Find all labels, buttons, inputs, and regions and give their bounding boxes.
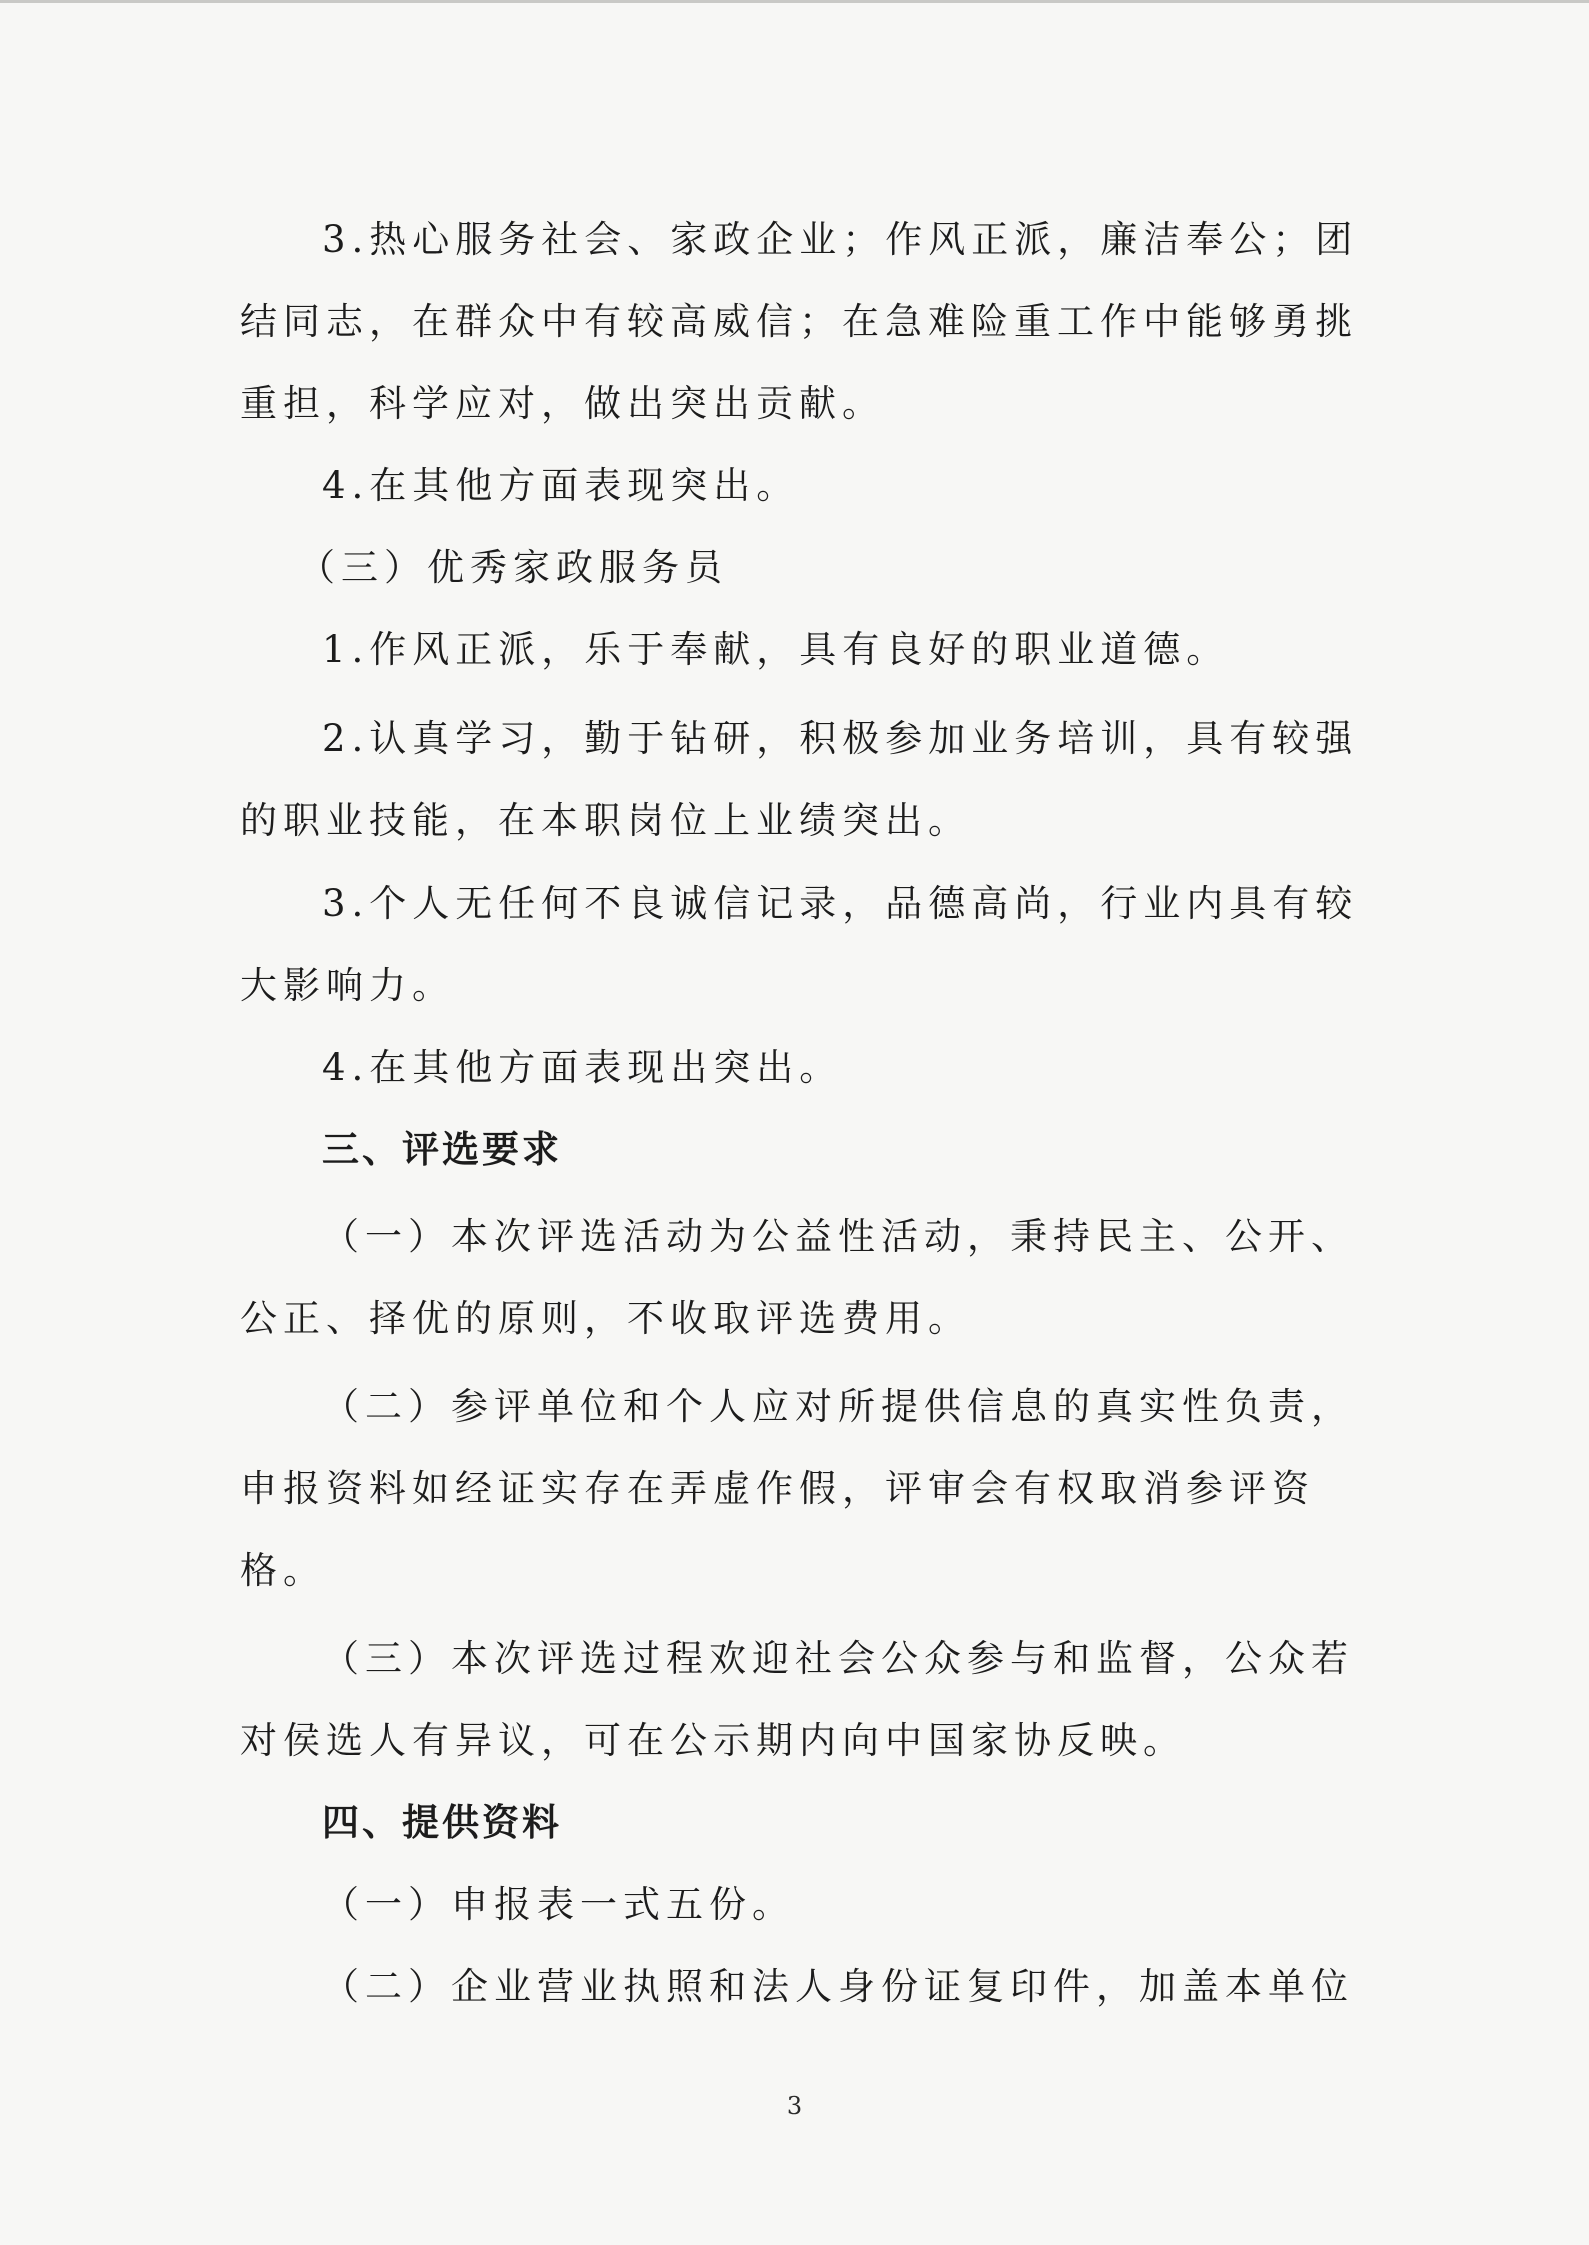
paragraph-line: 1.作风正派，乐于奉献，具有良好的职业道德。	[322, 628, 1230, 671]
paragraph-line: 4.在其他方面表现突出。	[322, 464, 800, 507]
paragraph-line: 3.个人无任何不良诚信记录，品德高尚，行业内具有较	[322, 882, 1359, 925]
paragraph-line: 格。	[240, 1549, 326, 1592]
paragraph-line: （一）本次评选活动为公益性活动，秉持民主、公开、	[322, 1215, 1354, 1258]
paragraph-line: 对侯选人有异议，可在公示期内向中国家协反映。	[240, 1719, 1186, 1762]
paragraph-line: （三）本次评选过程欢迎社会公众参与和监督，公众若	[322, 1637, 1354, 1680]
paragraph-line: 申报资料如经证实存在弄虚作假，评审会有权取消参评资	[240, 1467, 1315, 1510]
paragraph-line: （一）申报表一式五份。	[322, 1883, 795, 1926]
paragraph-line: 3.热心服务社会、家政企业；作风正派，廉洁奉公；团	[322, 218, 1359, 261]
subsection-heading: （三）优秀家政服务员	[298, 546, 728, 589]
paragraph-line: 大影响力。	[240, 964, 455, 1007]
paragraph-line: 公正、择优的原则，不收取评选费用。	[240, 1297, 971, 1340]
paragraph-line: 4.在其他方面表现出突出。	[322, 1046, 843, 1089]
paragraph-line: 2.认真学习，勤于钻研，积极参加业务培训，具有较强	[322, 717, 1359, 760]
paragraph-line: （二）参评单位和个人应对所提供信息的真实性负责，	[322, 1385, 1354, 1428]
page-number: 3	[786, 2092, 803, 2120]
section-heading: 四、提供资料	[322, 1801, 562, 1844]
paragraph-line: 的职业技能，在本职岗位上业绩突出。	[240, 799, 971, 842]
paragraph-line: （二）企业营业执照和法人身份证复印件，加盖本单位	[322, 1965, 1354, 2008]
paragraph-line: 重担，科学应对，做出突出贡献。	[240, 382, 885, 425]
section-heading: 三、评选要求	[322, 1128, 562, 1171]
paragraph-line: 结同志，在群众中有较高威信；在急难险重工作中能够勇挑	[240, 300, 1358, 343]
